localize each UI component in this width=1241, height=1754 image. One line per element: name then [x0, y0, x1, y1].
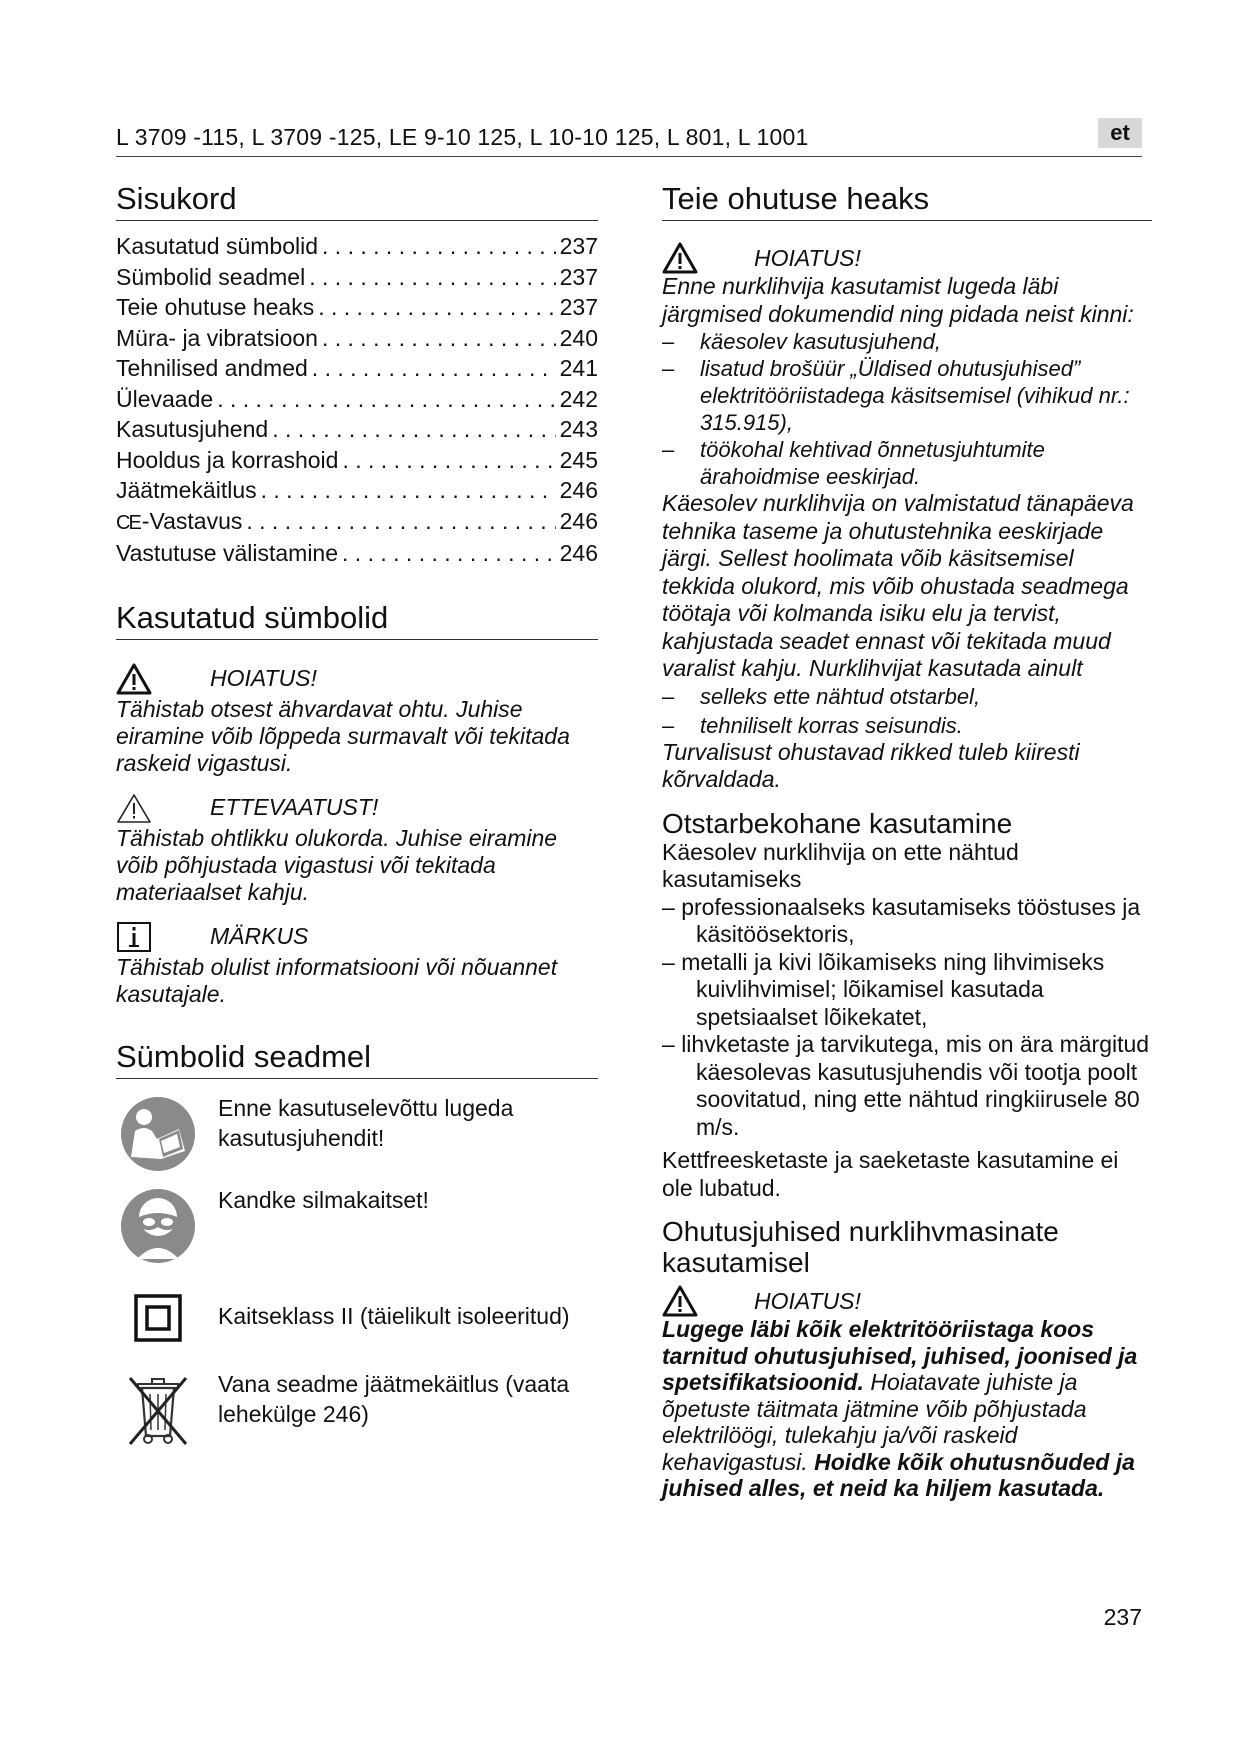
toc-row[interactable]: Kasutatud sümbolid . . . 237	[116, 231, 598, 262]
page-header	[116, 118, 1142, 157]
safety-warning	[662, 243, 1152, 794]
language-badge: et	[1098, 118, 1142, 148]
warning-icon	[662, 1285, 698, 1317]
caution-icon	[116, 792, 152, 824]
instructions-text: Lugege läbi kõik elektritööriistaga koos tarnitud ohutusjuhised, juhised, joonised ja spetsifikatsioonid. Hoiatavate juhiste ja õpetuste täitmata jätmine võib põhjustada elektrilöögi, tulekahju ja/või raskeid kehavigastusi. Hoidke kõik ohutusnõuded ja juhised alles, et neid ka hiljem kasutada.	[662, 1316, 1138, 1501]
list-item: – tehniliselt korras seisundis.	[662, 712, 963, 738]
safety-closing: Turvalisust ohustavad rikked tuleb kiiresti kõrvaldada.	[662, 738, 1080, 792]
symbols-used-title: Kasutatud sümbolid	[116, 599, 598, 640]
page-number: 237	[1103, 1604, 1142, 1630]
caution-text: Tähistab ohtlikku olukorda. Juhise eiramine võib põhjustada vigastusi või tekitada materiaalset kahju.	[116, 824, 558, 905]
symbol-text: Vana seadme jäätmekäitlus (vaata lehekülge 246)	[218, 1370, 570, 1427]
list-item: – töökohal kehtivad õnnetusjuhtumite ärahoidmise eeskirjad.	[662, 437, 1045, 489]
warning-text: Tähistab otsest ähvardavat ohtu. Juhise eiramine võib lõppeda surmavalt või tekitada raskeid vigastusi.	[116, 695, 570, 776]
safety-paragraph: Käesolev nurklihvija on valmistatud tänapäeva tehnika taseme ja ohutustehnika eeskirjade järgi. Sellest hoolimata võib käsitsemisel tekkida olukord, mis võib ohustada seadmega töötaja või kolmanda isiku elu ja tervist, kahjustada seadet ennast või tekitada muud varalist kahju. Nurklihvijat kasutada ainult	[662, 490, 1134, 681]
table-of-contents	[116, 231, 598, 569]
warning-icon	[116, 663, 152, 695]
right-column	[662, 180, 1152, 1502]
toc-row[interactable]: Vastutuse välistamine . . . 246	[116, 538, 598, 569]
symbol-text: Kaitseklass II (täielikult isoleeritud)	[218, 1302, 570, 1329]
toc-row[interactable]: Hooldus ja korrashoid . . . 245	[116, 445, 598, 476]
warning-notice	[116, 662, 598, 777]
symbol-protection-class	[116, 1277, 598, 1359]
caution-title: ETTEVAATUST!	[210, 794, 379, 820]
safety-instructions-title: Ohutusjuhised nurklihvmasinate kasutamisel	[662, 1216, 1059, 1278]
toc-title: Sisukord	[116, 180, 598, 221]
toc-row[interactable]: Jäätmekäitlus . . . 246	[116, 475, 598, 506]
protection-class-ii-icon	[116, 1277, 200, 1359]
symbol-read-manual	[116, 1093, 598, 1175]
warning-title: HOIATUS!	[210, 665, 317, 691]
toc-row[interactable]: CE-Vastavus . . . 246	[116, 506, 598, 539]
list-item: – lisatud brošüür „Üldised ohutusjuhised” elektritööriistadega käsitsemisel (vihikud nr.: 315.915),	[662, 356, 1130, 435]
instructions-warning	[662, 1286, 1152, 1502]
symbol-text: Enne kasutuselevõttu lugeda kasutusjuhendit!	[218, 1094, 514, 1151]
note-text: Tähistab olulist informatsiooni või nõuannet kasutajale.	[116, 953, 558, 1007]
symbol-eye-protection	[116, 1185, 598, 1267]
safety-warning-title: HOIATUS!	[754, 244, 861, 271]
toc-row[interactable]: Ülevaade . . . 242	[116, 384, 598, 415]
caution-notice	[116, 791, 598, 906]
toc-row[interactable]: Müra- ja vibratsioon . . . 240	[116, 323, 598, 354]
warning-icon	[662, 242, 698, 274]
safety-title: Teie ohutuse heaks	[662, 180, 1152, 221]
list-item: – selleks ette nähtud otstarbel,	[662, 683, 981, 709]
toc-row[interactable]: Sümbolid seadmel . . . 237	[116, 262, 598, 293]
toc-row[interactable]: Tehnilised andmed . . . 241	[116, 353, 598, 384]
ce-mark-icon: CE	[116, 511, 140, 534]
eye-protection-icon	[116, 1185, 200, 1267]
symbols-device-title: Sümbolid seadmel	[116, 1038, 598, 1079]
list-item: – lihvketaste ja tarvikutega, mis on ära märgitud käesolevas kasutusjuhendis või tootja poolt soovitatud, ning ette nähtud ringkiirusele 80 m/s.	[662, 1031, 1150, 1140]
crossed-bin-icon	[116, 1369, 200, 1451]
read-manual-icon	[116, 1093, 200, 1175]
intended-use-intro: Käesolev nurklihvija on ette nähtud kasutamiseks	[662, 838, 1019, 892]
symbol-disposal	[116, 1369, 598, 1451]
list-item: – metalli ja kivi lõikamiseks ning lihvimiseks kuivlihvimisel; lõikamisel kasutada spetsiaalset lõikekatet,	[662, 948, 1105, 1030]
instructions-warning-title: HOIATUS!	[754, 1287, 861, 1314]
left-column	[116, 180, 598, 1451]
toc-row[interactable]: Kasutusjuhend . . . 243	[116, 414, 598, 445]
list-item: – käesolev kasutusjuhend,	[662, 329, 941, 354]
safety-intro: Enne nurklihvija kasutamist lugeda läbi järgmised dokumendid ning pidada neist kinni:	[662, 273, 1134, 327]
list-item: – professionaalseks kasutamiseks tööstuses ja käsitöösektoris,	[662, 893, 1141, 947]
toc-row[interactable]: Teie ohutuse heaks . . . 237	[116, 292, 598, 323]
intended-use-title: Otstarbekohane kasutamine	[662, 807, 1013, 839]
symbol-text: Kandke silmakaitset!	[218, 1186, 429, 1213]
info-icon	[116, 921, 152, 953]
intended-use-closing: Kettfreesketaste ja saeketaste kasutamine ei ole lubatud.	[662, 1147, 1119, 1201]
note-title: MÄRKUS	[210, 923, 309, 949]
note-notice	[116, 920, 598, 1008]
model-list: L 3709 -115, L 3709 -125, LE 9-10 125, L 10-10 125, L 801, L 1001	[116, 124, 809, 150]
